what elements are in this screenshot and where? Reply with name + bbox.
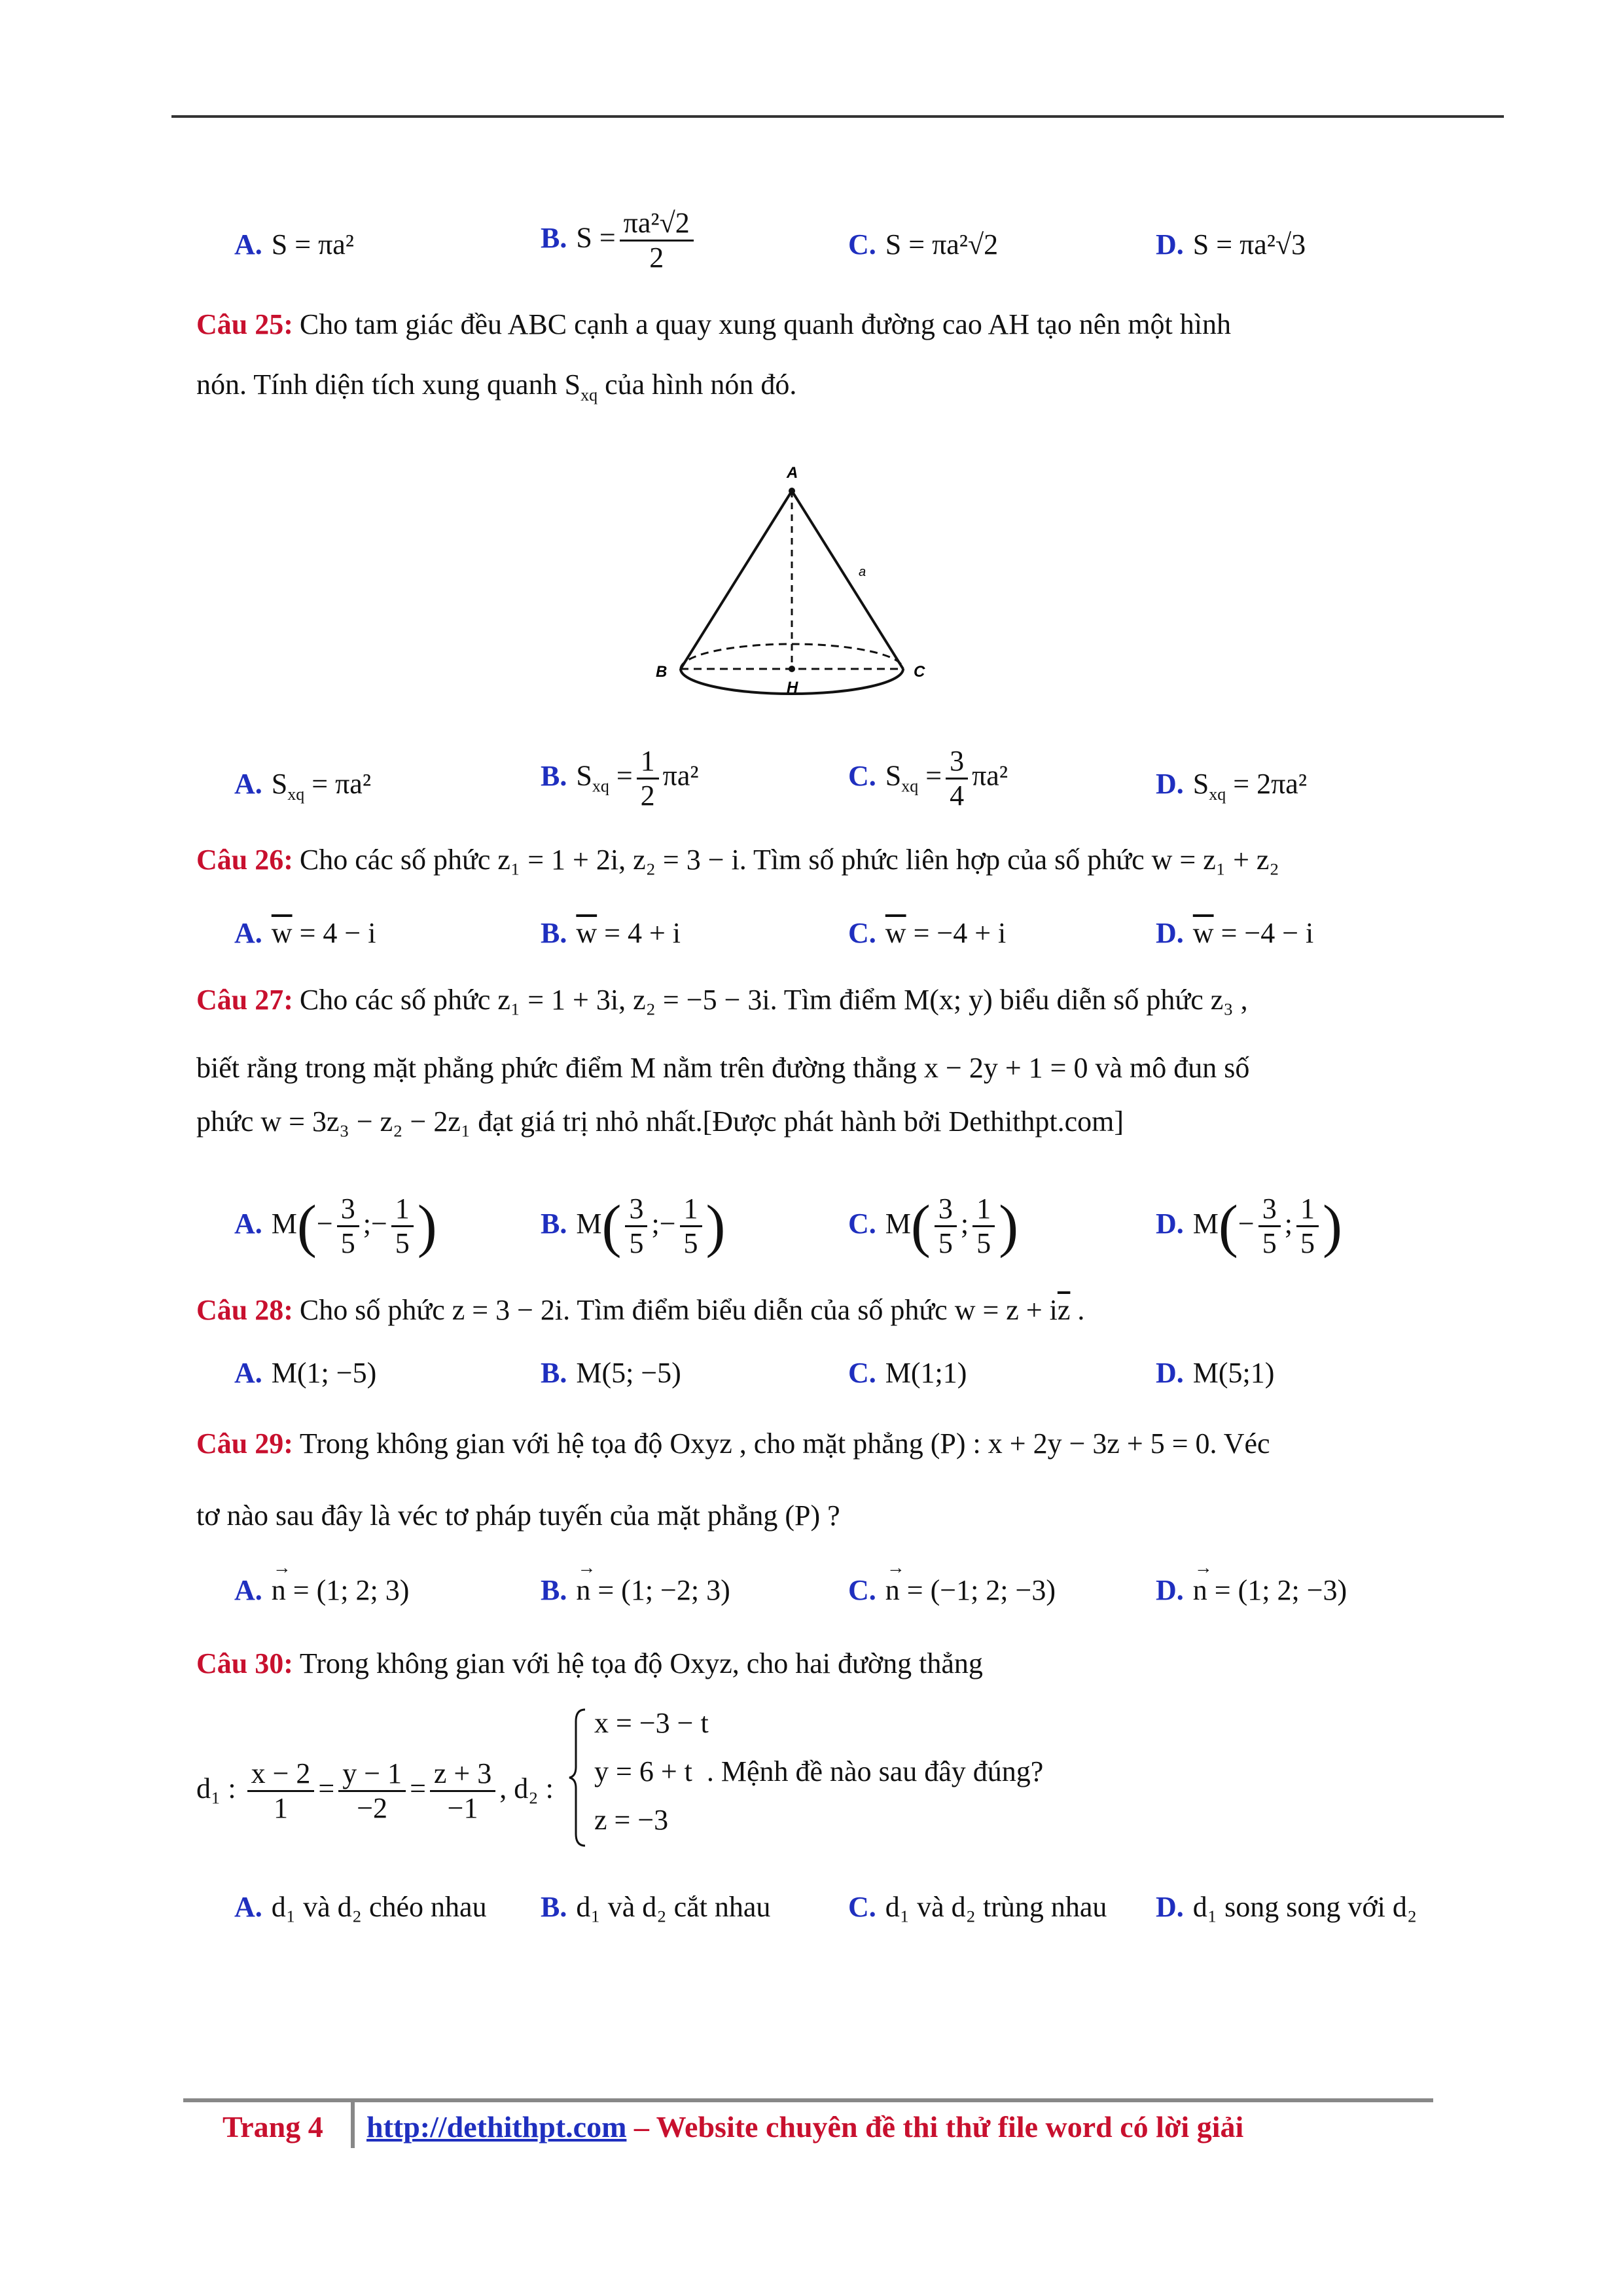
option-c: C. → n = (−1; 2; −3) — [848, 1571, 1056, 1610]
fraction: $\frac{3}{4}$ — [946, 745, 968, 812]
q29-line1: Câu 29: Trong không gian với hệ tọa độ Oxyz , cho mặt phẳng (P) : x + 2y − 3z + 5 = 0. Véc — [196, 1427, 1270, 1460]
option-b: B. M(5; −5) — [541, 1357, 681, 1389]
label-b: B — [656, 663, 668, 681]
label-c: C — [914, 663, 925, 681]
option-d: D. S = πa²√3 — [1156, 228, 1306, 260]
q27-line1: Câu 27: Cho các số phức z₁ = 1 + 3i, z₂ = −5 − 3i. Tìm điểm M(x; y) biểu diễn số phức z₃ , — [196, 984, 1248, 1016]
q29-line2: tơ nào sau đây là véc tơ pháp tuyến của mặt phẳng (P) ? — [196, 1499, 840, 1532]
option-a: A. S = πa² — [234, 228, 355, 260]
option-d: D. $\overline{w} = -4 - i$ — [1156, 917, 1314, 949]
fraction: $\frac{3}{5}$ — [1258, 1193, 1281, 1260]
fraction: $\frac{1}{5}$ — [972, 1193, 995, 1260]
option-a: A. $\overline{w} = 4 - i$ — [234, 917, 376, 949]
option-c: C. S = πa²√2 — [848, 228, 999, 260]
question-29 — [196, 1424, 1427, 1535]
fraction: $\frac{x - 2}{1}$ — [247, 1757, 315, 1825]
fraction: $\frac{1}{5}$ — [391, 1193, 414, 1260]
point-h — [789, 666, 795, 672]
question-27 — [196, 980, 1427, 1141]
option-b: B. M( $\frac{3}{5}$ ;− $\frac{1}{5}$ ) — [541, 1193, 726, 1260]
footer-rule — [183, 2098, 1433, 2102]
option-b: B. d₁ và d₂ cắt nhau — [541, 1891, 771, 1923]
brace-icon — [568, 1708, 588, 1847]
cone-edge-ac — [792, 491, 903, 669]
label-a-side: a — [859, 565, 866, 579]
option-a: A. → n = (1; 2; 3) — [234, 1571, 409, 1610]
question-30: Câu 30: Trong không gian với hệ tọa độ Oxyz, cho hai đường thẳng — [196, 1647, 983, 1679]
footer-link[interactable]: http://dethithpt.com — [366, 2110, 627, 2144]
q27-line3: phức w = 3z₃ − z₂ − 2z₁ đạt giá trị nhỏ nhất.[Được phát hành bởi Dethithpt.com] — [196, 1105, 1124, 1138]
system-eq-2: y = 6 + t . Mệnh đề nào sau đây đúng? — [594, 1755, 1044, 1787]
fraction: $\frac{\text{πa²√2}}{2}$ — [620, 207, 694, 274]
option-c: C. M(1;1) — [848, 1357, 967, 1389]
system-eq-1: x = −3 − t — [594, 1707, 709, 1739]
option-d: D. M(5;1) — [1156, 1357, 1275, 1389]
q30-system — [572, 1699, 1043, 1844]
fraction: $\frac{z + 3}{-1}$ — [430, 1757, 495, 1825]
option-c: C. $\overline{w} = -4 + i$ — [848, 917, 1007, 949]
question-28: Câu 28: Cho số phức z = 3 − 2i. Tìm điểm biểu diễn của số phức $w = z + i\overline{z}$ . — [196, 1294, 1085, 1326]
option-c: C. d₁ và d₂ trùng nhau — [848, 1891, 1107, 1923]
option-b: B. $\overline{w} = 4 + i$ — [541, 917, 681, 949]
fraction: $\frac{3}{5}$ — [935, 1193, 957, 1260]
q27-line2: biết rằng trong mặt phẳng phức điểm M nằm trên đường thẳng x − 2y + 1 = 0 và mô đun số — [196, 1052, 1250, 1084]
fraction: $\frac{y - 1}{-2}$ — [338, 1757, 406, 1825]
option-d: D. M(− $\frac{3}{5}$ ; $\frac{1}{5}$ ) — [1156, 1193, 1342, 1260]
option-b: B. $S_{xq}$ = $\frac{1}{2}$ πa² — [541, 745, 699, 812]
option-a: A. M(− $\frac{3}{5}$ ;− $\frac{1}{5}$ ) — [234, 1193, 437, 1260]
option-a: A. d₁ và d₂ chéo nhau — [234, 1891, 487, 1923]
fraction: $\frac{3}{5}$ — [337, 1193, 359, 1260]
top-rule — [171, 115, 1504, 118]
option-c: C. M( $\frac{3}{5}$ ; $\frac{1}{5}$ ) — [848, 1193, 1019, 1260]
q25-line1: Câu 25: Cho tam giác đều ABC cạnh a quay xung quanh đường cao AH tạo nên một hình — [196, 308, 1231, 340]
option-b: B. → n = (1; −2; 3) — [541, 1571, 730, 1610]
label-a: A — [787, 464, 798, 482]
q30-equations: d₁ : $\frac{x - 2}{1}$ = $\frac{y - 1}{-2}$ = $\frac{z + 3}{-1}$ , d₂ : — [196, 1757, 554, 1825]
footer-text: http://dethithpt.com – Website chuyên đề thi thử file word có lời giải — [366, 2110, 1244, 2144]
system-eq-3: z = −3 — [594, 1804, 669, 1836]
fraction: $\frac{3}{5}$ — [625, 1193, 647, 1260]
option-d: D. → n = (1; 2; −3) — [1156, 1571, 1347, 1610]
cone-figure — [641, 452, 995, 726]
q25-line2: nón. Tính diện tích xung quanh $S_{xq}$ của hình nón đó. — [196, 368, 797, 404]
point-a — [789, 488, 795, 494]
option-a: A. $S_{xq} = \pi a^2$ — [234, 768, 372, 804]
option-c: C. $S_{xq}$ = $\frac{3}{4}$ πa² — [848, 745, 1008, 812]
cone-edge-ab — [681, 491, 792, 669]
fraction: $\frac{1}{5}$ — [1296, 1193, 1319, 1260]
question-25 — [196, 305, 1427, 415]
question-26: Câu 26: Cho các số phức z₁ = 1 + 2i, z₂ = 3 − i. Tìm số phức liên hợp của số phức w = z₁ + z₂ — [196, 844, 1279, 876]
fraction: $\frac{1}{5}$ — [680, 1193, 702, 1260]
option-d: D. $S_{xq} = 2\pi a^2$ — [1156, 768, 1308, 804]
label-h: H — [787, 679, 798, 696]
page-number: Trang 4 — [223, 2110, 323, 2144]
footer-separator — [351, 2102, 355, 2148]
fraction: $\frac{1}{2}$ — [637, 745, 659, 812]
option-a: A. M(1; −5) — [234, 1357, 377, 1389]
option-d: D. d₁ song song với d₂ — [1156, 1891, 1418, 1923]
option-b: B. S = $\frac{\text{πa²√2}}{2}$ — [541, 207, 698, 274]
